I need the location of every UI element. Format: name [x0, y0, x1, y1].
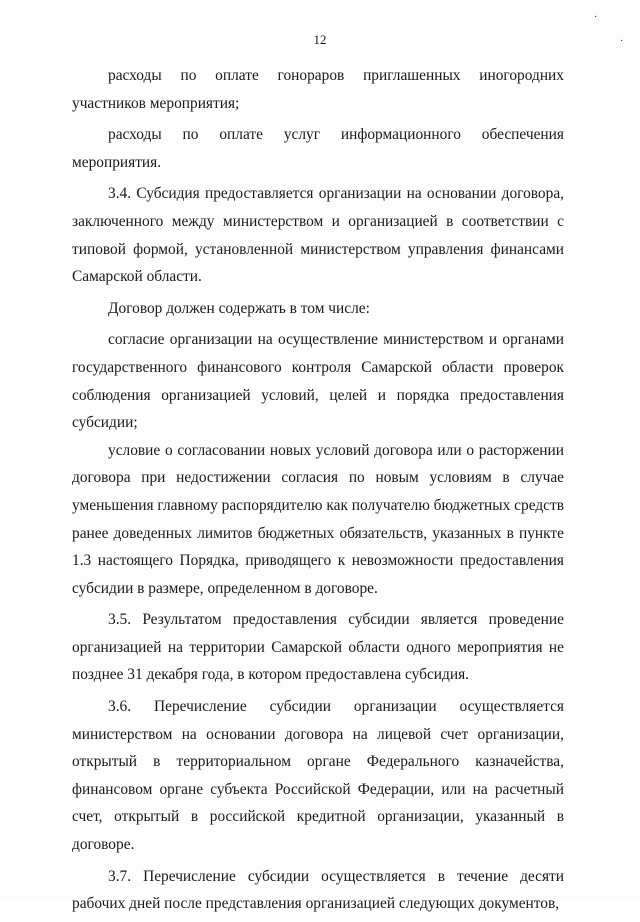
- page-number: 12: [313, 32, 327, 47]
- scan-speck: ·: [594, 12, 598, 23]
- paragraph-condition: условие о согласовании новых условий договора или о расторжении договора при недостижении согласия по новым условиям в случае уменьшения главному распорядителю как получателю бюджетных средств ранее доведенных лимитов бюджетных обязательств, указанных в пункте 1.3 настоящего Порядка, приводящего к невозможности предоставления субсидии в размере, определенном в договоре.: [72, 441, 564, 597]
- paragraph-3-5: 3.5. Результатом предоставления субсидии является проведение организацией на территории Самарской области одного мероприятия не позднее 31 декабря года, в котором предоставлена субсидия.: [72, 611, 564, 684]
- paragraph-expense-info: расходы по оплате услуг информационного обеспечения мероприятия.: [72, 126, 564, 171]
- paragraph-3-7: 3.7. Перечисление субсидии осуществляется в течение десяти рабочих дней после представления организацией следующих документов,: [72, 867, 564, 913]
- paragraph-3-6: 3.6. Перечисление субсидии организации осуществляется министерством на основании договора на лицевой счет организации, открытый в территориальном органе Федерального казначейства, финансовом органе субъекта Российской Федерации, или на расчетный счет, открытый в российской кредитной организации, указанный в договоре.: [72, 698, 564, 854]
- document-body: [72, 62, 564, 922]
- paragraph-3-4: 3.4. Субсидия предоставляется организации на основании договора, заключенного между министерством и организацией в соответствии с типовой формой, установленной министерством управления финансами Самарской области.: [72, 185, 564, 286]
- paragraph-contract-contents: Договор должен содержать в том числе:: [108, 299, 370, 317]
- scan-speck: ·: [620, 36, 624, 47]
- paragraph-expense-fees: расходы по оплате гонораров приглашенных иногородних участников мероприятия;: [72, 67, 564, 112]
- paragraph-consent: согласие организации на осуществление министерством и органами государственного финансового контроля Самарской области проверок соблюдения организацией условий, целей и порядка предоставления субсидии;: [72, 331, 564, 432]
